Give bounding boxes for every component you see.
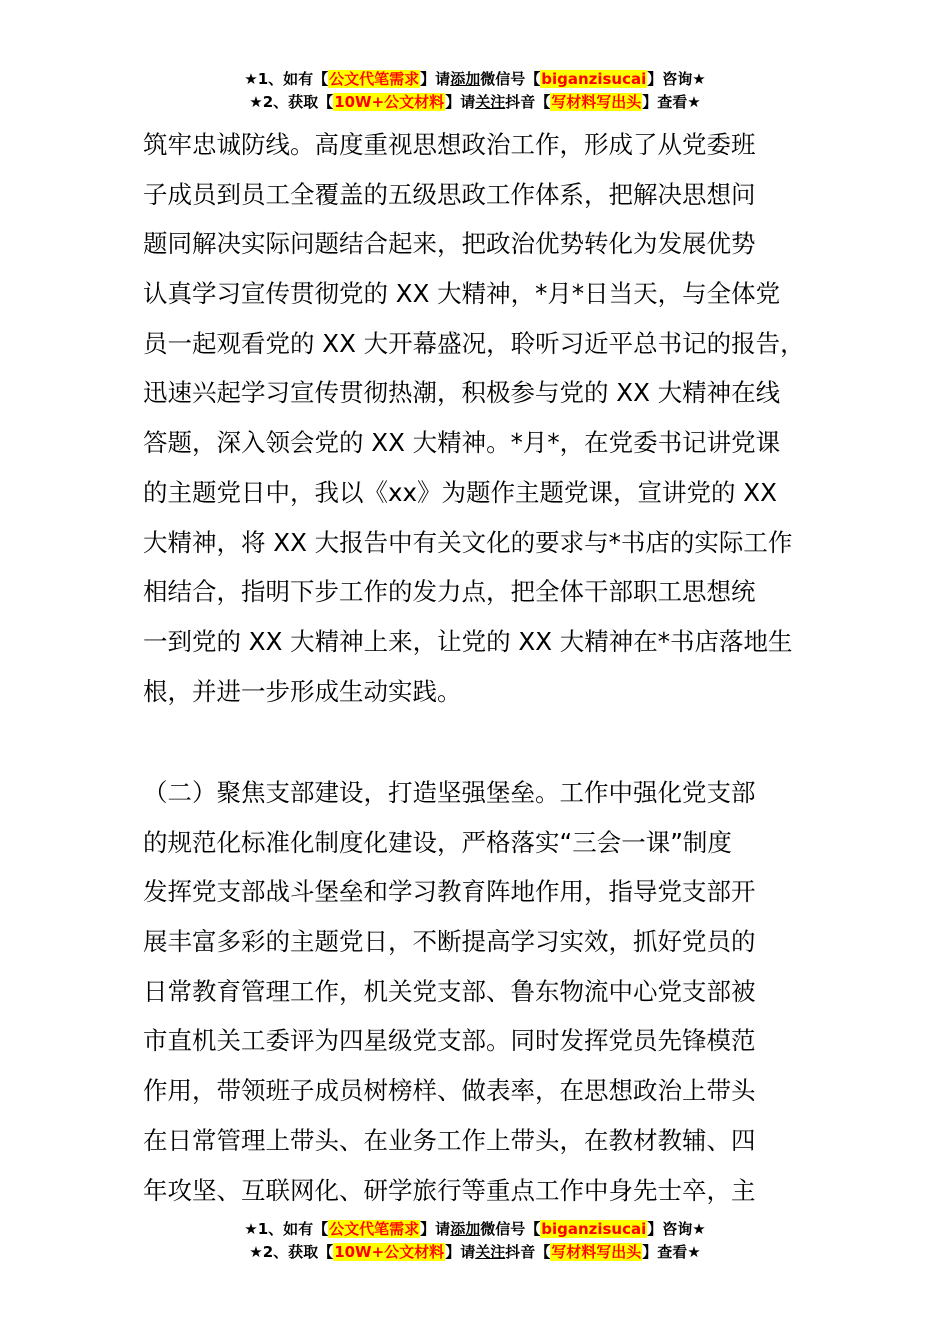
highlight-douyin-account: 写材料写出头 — [551, 93, 642, 111]
banner-text: 】请 — [445, 1243, 476, 1261]
header-banner-line-1 — [0, 68, 950, 91]
footer-banner-line-2 — [0, 1241, 950, 1264]
banner-text: 】请 — [420, 1220, 451, 1238]
text-line: 发挥党支部战斗堡垒和学习教育阵地作用，指导党支部开 — [143, 877, 756, 907]
banner-text: ★2、获取【 — [249, 1243, 334, 1261]
banner-text: 】咨询★ — [647, 70, 706, 88]
text-line: 根，并进一步形成生动实践。 — [143, 676, 462, 706]
banner-text: 】查看★ — [642, 1243, 701, 1261]
banner-text: ★2、获取【 — [249, 93, 334, 111]
highlight-wechat-id: biganzisucai — [541, 1220, 647, 1238]
text-line: 作用，带领班子成员树榜样、做表率，在思想政治上带头 — [143, 1076, 756, 1106]
text-line: 在日常管理上带头、在业务工作上带头，在教材教辅、四 — [143, 1125, 756, 1155]
highlight-service: 公文代笔需求 — [329, 1220, 420, 1238]
banner-text: 】咨询★ — [647, 1220, 706, 1238]
text-line: 一到党的 XX 大精神上来，让党的 XX 大精神在*书店落地生 — [143, 626, 793, 656]
banner-text: 抖音【 — [505, 1243, 551, 1261]
banner-text: 】查看★ — [642, 93, 701, 111]
text-line: 认真学习宣传贯彻党的 XX 大精神，*月*日当天，与全体党 — [143, 279, 781, 309]
paragraph-1 — [143, 120, 843, 716]
text-line: 子成员到员工全覆盖的五级思政工作体系，把解决思想问 — [143, 179, 756, 209]
text-line: 员一起观看党的 XX 大开幕盛况，聆听习近平总书记的报告， — [143, 328, 805, 358]
highlight-materials: 10W+公文材料 — [334, 93, 445, 111]
text-line: 的主题党日中，我以《xx》为题作主题党课，宣讲党的 XX — [143, 477, 777, 507]
banner-text: 】请 — [420, 70, 451, 88]
underlined-text: 添加 — [450, 1220, 481, 1238]
banner-text: 抖音【 — [505, 93, 551, 111]
text-line: 展丰富多彩的主题党日，不断提高学习实效，抓好党员的 — [143, 927, 756, 957]
banner-text: ★1、如有【 — [244, 1220, 329, 1238]
highlight-douyin-account: 写材料写出头 — [551, 1243, 642, 1261]
banner-text: 微信号【 — [480, 70, 541, 88]
text-line: 题同解决实际问题结合起来，把政治优势转化为发展优势 — [143, 229, 756, 259]
banner-text: 微信号【 — [480, 1220, 541, 1238]
footer-banner — [0, 1218, 950, 1264]
text-line: 答题，深入领会党的 XX 大精神。*月*，在党委书记讲党课 — [143, 428, 781, 458]
highlight-service: 公文代笔需求 — [329, 70, 420, 88]
header-banner — [0, 68, 950, 114]
text-line: 的规范化标准化制度化建设，严格落实“三会一课”制度 — [143, 827, 732, 857]
highlight-materials: 10W+公文材料 — [334, 1243, 445, 1261]
text-line: 迅速兴起学习宣传贯彻热潮，积极参与党的 XX 大精神在线 — [143, 378, 781, 408]
header-banner-line-2 — [0, 91, 950, 114]
text-line: （二）聚焦支部建设，打造坚强堡垒。工作中强化党支部 — [143, 778, 756, 807]
paragraph-2 — [143, 768, 843, 1215]
text-line: 年攻坚、互联网化、研学旅行等重点工作中身先士卒，主 — [143, 1175, 756, 1205]
text-line: 筑牢忠诚防线。高度重视思想政治工作，形成了从党委班 — [143, 130, 756, 159]
highlight-wechat-id: biganzisucai — [541, 70, 647, 88]
underlined-text: 关注 — [475, 1243, 506, 1261]
footer-banner-line-1 — [0, 1218, 950, 1241]
underlined-text: 关注 — [475, 93, 506, 111]
underlined-text: 添加 — [450, 70, 481, 88]
text-line: 市直机关工委评为四星级党支部。同时发挥党员先锋模范 — [143, 1026, 756, 1056]
banner-text: ★1、如有【 — [244, 70, 329, 88]
banner-text: 】请 — [445, 93, 476, 111]
text-line: 大精神，将 XX 大报告中有关文化的要求与*书店的实际工作 — [143, 527, 793, 557]
text-line: 相结合，指明下步工作的发力点，把全体干部职工思想统 — [143, 577, 756, 607]
text-line: 日常教育管理工作，机关党支部、鲁东物流中心党支部被 — [143, 976, 756, 1006]
